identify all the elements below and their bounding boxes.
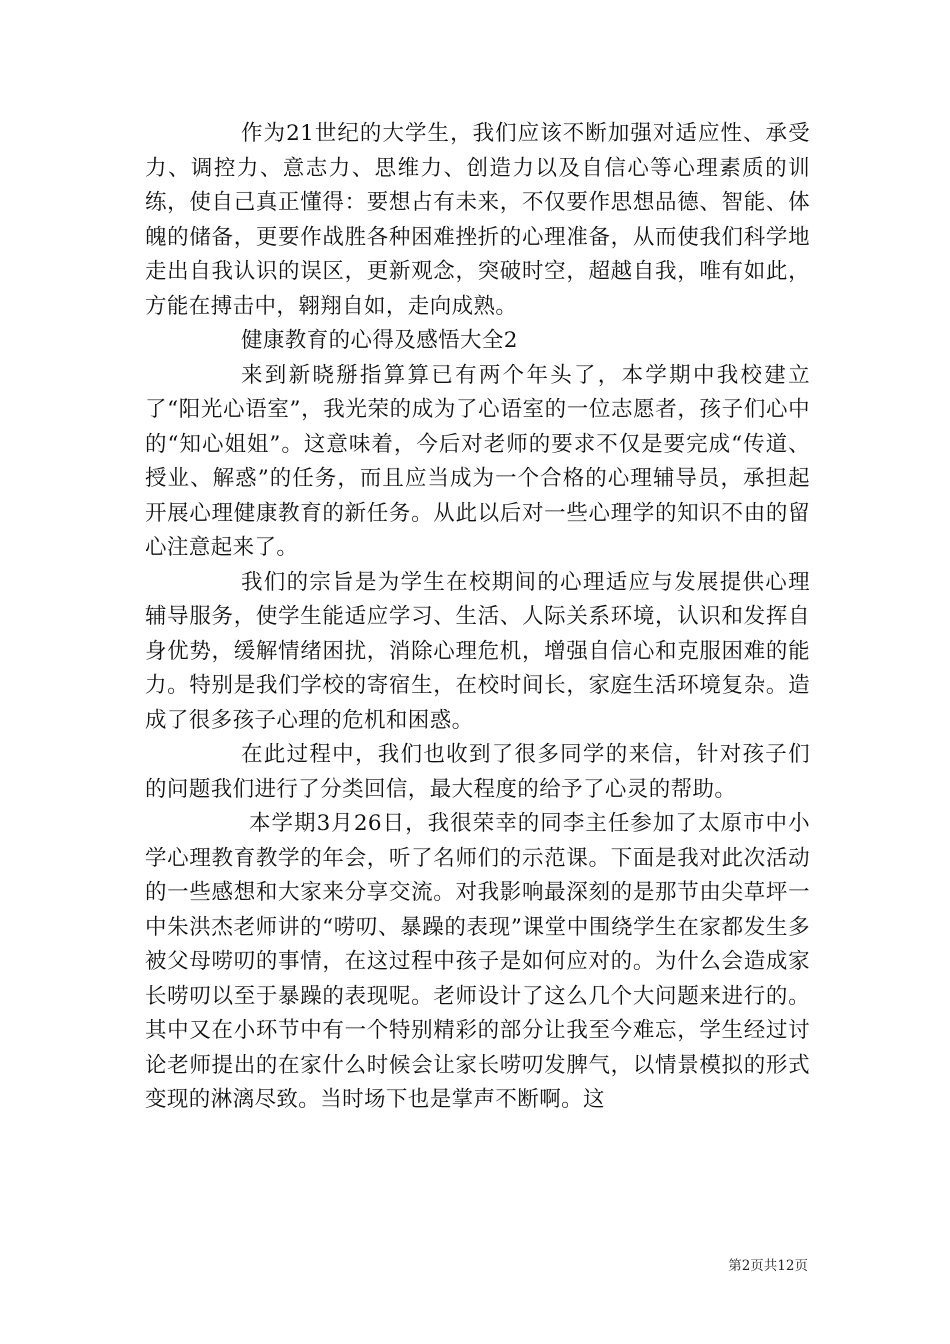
page-number-footer: 第2页共12页 bbox=[728, 1258, 808, 1274]
section-heading: 健康教育的心得及感悟大全2 bbox=[241, 328, 518, 353]
paragraph-letters: 在此过程中，我们也收到了很多同学的来信，针对孩子们的问题我们进行了分类回信，最大程度的给予了心灵的帮助。 bbox=[145, 742, 810, 802]
paragraph-annual-meeting: 本学期3月26日，我很荣幸的同李主任参加了太原市中小学心理教育教学的年会，听了名师们的示范课。下面是我对此次活动的一些感想和大家来分享交流。对我影响最深刻的是那节由尖草坪一中朱洪杰老师讲的“唠叨、暴躁的表现”课堂中围绕学生在家都发生多被父母唠叨的事情，在这过程中孩子是如何应对的。为什么会造成家长唠叨以至于暴躁的表现呢。老师设计了这么几个大问题来进行的。其中又在小环节中有一个特别精彩的部分让我至今难忘，学生经过讨论老师提出的在家什么时候会让家长唠叨发脾气，以情景模拟的形式变现的淋漓尽致。当时场下也是掌声不断啊。这 bbox=[145, 811, 810, 1112]
paragraph-purpose: 我们的宗旨是为学生在校期间的心理适应与发展提供心理辅导服务，使学生能适应学习、生活、人际关系环境，认识和发挥自身优势，缓解情绪困扰，消除心理危机，增强自信心和克服困难的能力。特别是我们学校的寄宿生，在校时间长，家庭生活环境复杂。造成了很多孩子心理的危机和困惑。 bbox=[145, 569, 810, 733]
paragraph-college-students: 作为21世纪的大学生，我们应该不断加强对适应性、承受力、调控力、意志力、思维力、创造力以及自信心等心理素质的训练，使自己真正懂得：要想占有未来，不仅要作思想品德、智能、体魄的储备，更要作战胜各种困难挫折的心理准备，从而使我们科学地走出自我认识的误区，更新观念，突破时空，超越自我，唯有如此，方能在搏击中，翱翔自如，走向成熟。 bbox=[145, 121, 810, 319]
page-body bbox=[145, 117, 810, 1118]
paragraph-sunshine-room: 来到新晓掰指算算已有两个年头了，本学期中我校建立了“阳光心语室”，我光荣的成为了心语室的一位志愿者，孩子们心中的“知心姐姐”。这意味着，今后对老师的要求不仅是要完成“传道、授业、解惑”的任务，而且应当成为一个合格的心理辅导员，承担起开展心理健康教育的新任务。从此以后对一些心理学的知识不由的留心注意起来了。 bbox=[145, 362, 810, 560]
